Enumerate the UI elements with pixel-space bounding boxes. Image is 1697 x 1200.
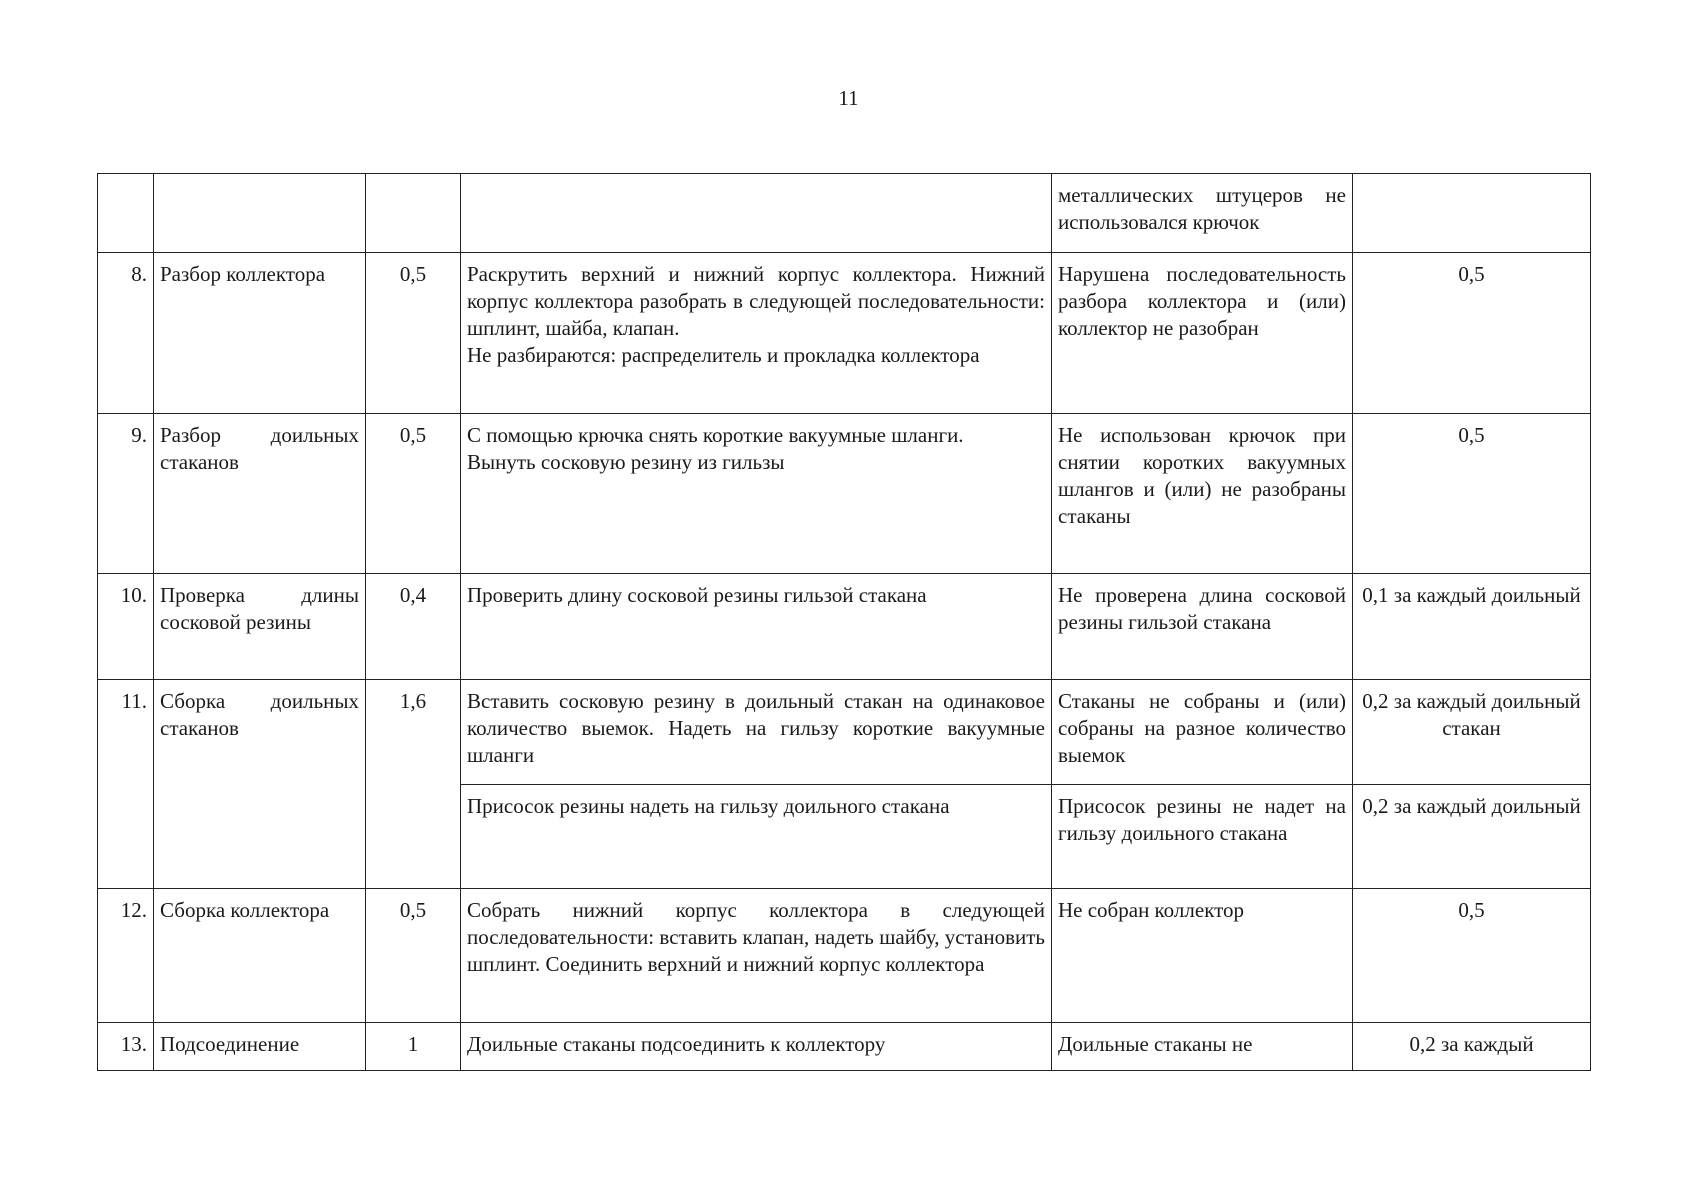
operation-name: Подсоединение (154, 1023, 366, 1071)
max-points: 0,5 (366, 414, 461, 574)
max-points: 0,5 (366, 889, 461, 1023)
table-row (98, 1023, 1591, 1071)
error-description: Не использован крючок при снятии коротких вакуумных шлангов и (или) не разобраны стаканы (1052, 414, 1353, 574)
operation-name: Сборка доильных стаканов (154, 680, 366, 889)
operation-description: Раскрутить верхний и нижний корпус коллектора. Нижний корпус коллектора разобрать в следующей последовательности: шплинт, шайба, клапан. Не разбираются: распределитель и прокладка коллектора (461, 253, 1052, 414)
error-description: Стаканы не собраны и (или) собраны на разное количество выемок (1052, 680, 1353, 785)
operation-name (154, 174, 366, 253)
operation-name: Сборка коллектора (154, 889, 366, 1023)
operation-description (461, 174, 1052, 253)
page-number: 11 (838, 86, 859, 110)
deduction-score: 0,5 (1353, 414, 1591, 574)
max-points: 0,5 (366, 253, 461, 414)
deduction-score: 0,5 (1353, 253, 1591, 414)
table-row (98, 414, 1591, 574)
operation-description: Собрать нижний корпус коллектора в следующей последовательности: вставить клапан, надеть шайбу, установить шплинт. Соединить верхний и нижний корпус коллектора (461, 889, 1052, 1023)
operation-description: Присосок резины надеть на гильзу доильного стакана (461, 785, 1052, 889)
max-points (366, 174, 461, 253)
operation-description: Доильные стаканы подсоединить к коллектору (461, 1023, 1052, 1071)
table-row (98, 174, 1591, 253)
max-points: 0,4 (366, 574, 461, 680)
row-number: 8. (98, 253, 154, 414)
deduction-score: 0,2 за каждый (1353, 1023, 1591, 1071)
row-number: 10. (98, 574, 154, 680)
row-number: 12. (98, 889, 154, 1023)
operation-description: Вставить сосковую резину в доильный стакан на одинаковое количество выемок. Надеть на гильзу короткие вакуумные шланги (461, 680, 1052, 785)
row-number: 9. (98, 414, 154, 574)
error-description: Не проверена длина сосковой резины гильзой стакана (1052, 574, 1353, 680)
error-description: Не собран коллектор (1052, 889, 1353, 1023)
row-number: 11. (98, 680, 154, 889)
row-number (98, 174, 154, 253)
table-row (98, 574, 1591, 680)
assessment-table (97, 173, 1591, 1071)
operation-name: Разбор доильных стаканов (154, 414, 366, 574)
table-row (98, 680, 1591, 785)
error-description: Нарушена последовательность разбора коллектора и (или) коллектор не разобран (1052, 253, 1353, 414)
table-row (98, 253, 1591, 414)
max-points: 1 (366, 1023, 461, 1071)
error-description: Доильные стаканы не (1052, 1023, 1353, 1071)
deduction-score: 0,2 за каждый доильный (1353, 785, 1591, 889)
table-row (98, 889, 1591, 1023)
error-description: Присосок резины не надет на гильзу доильного стакана (1052, 785, 1353, 889)
deduction-score: 0,1 за каждый доильный (1353, 574, 1591, 680)
deduction-score (1353, 174, 1591, 253)
operation-name: Проверка длины сосковой резины (154, 574, 366, 680)
deduction-score: 0,5 (1353, 889, 1591, 1023)
error-description: металлических штуцеров не использовался крючок (1052, 174, 1353, 253)
row-number: 13. (98, 1023, 154, 1071)
deduction-score: 0,2 за каждый доильный стакан (1353, 680, 1591, 785)
max-points: 1,6 (366, 680, 461, 889)
operation-description: Проверить длину сосковой резины гильзой стакана (461, 574, 1052, 680)
operation-description: С помощью крючка снять короткие вакуумные шланги. Вынуть сосковую резину из гильзы (461, 414, 1052, 574)
operation-name: Разбор коллектора (154, 253, 366, 414)
